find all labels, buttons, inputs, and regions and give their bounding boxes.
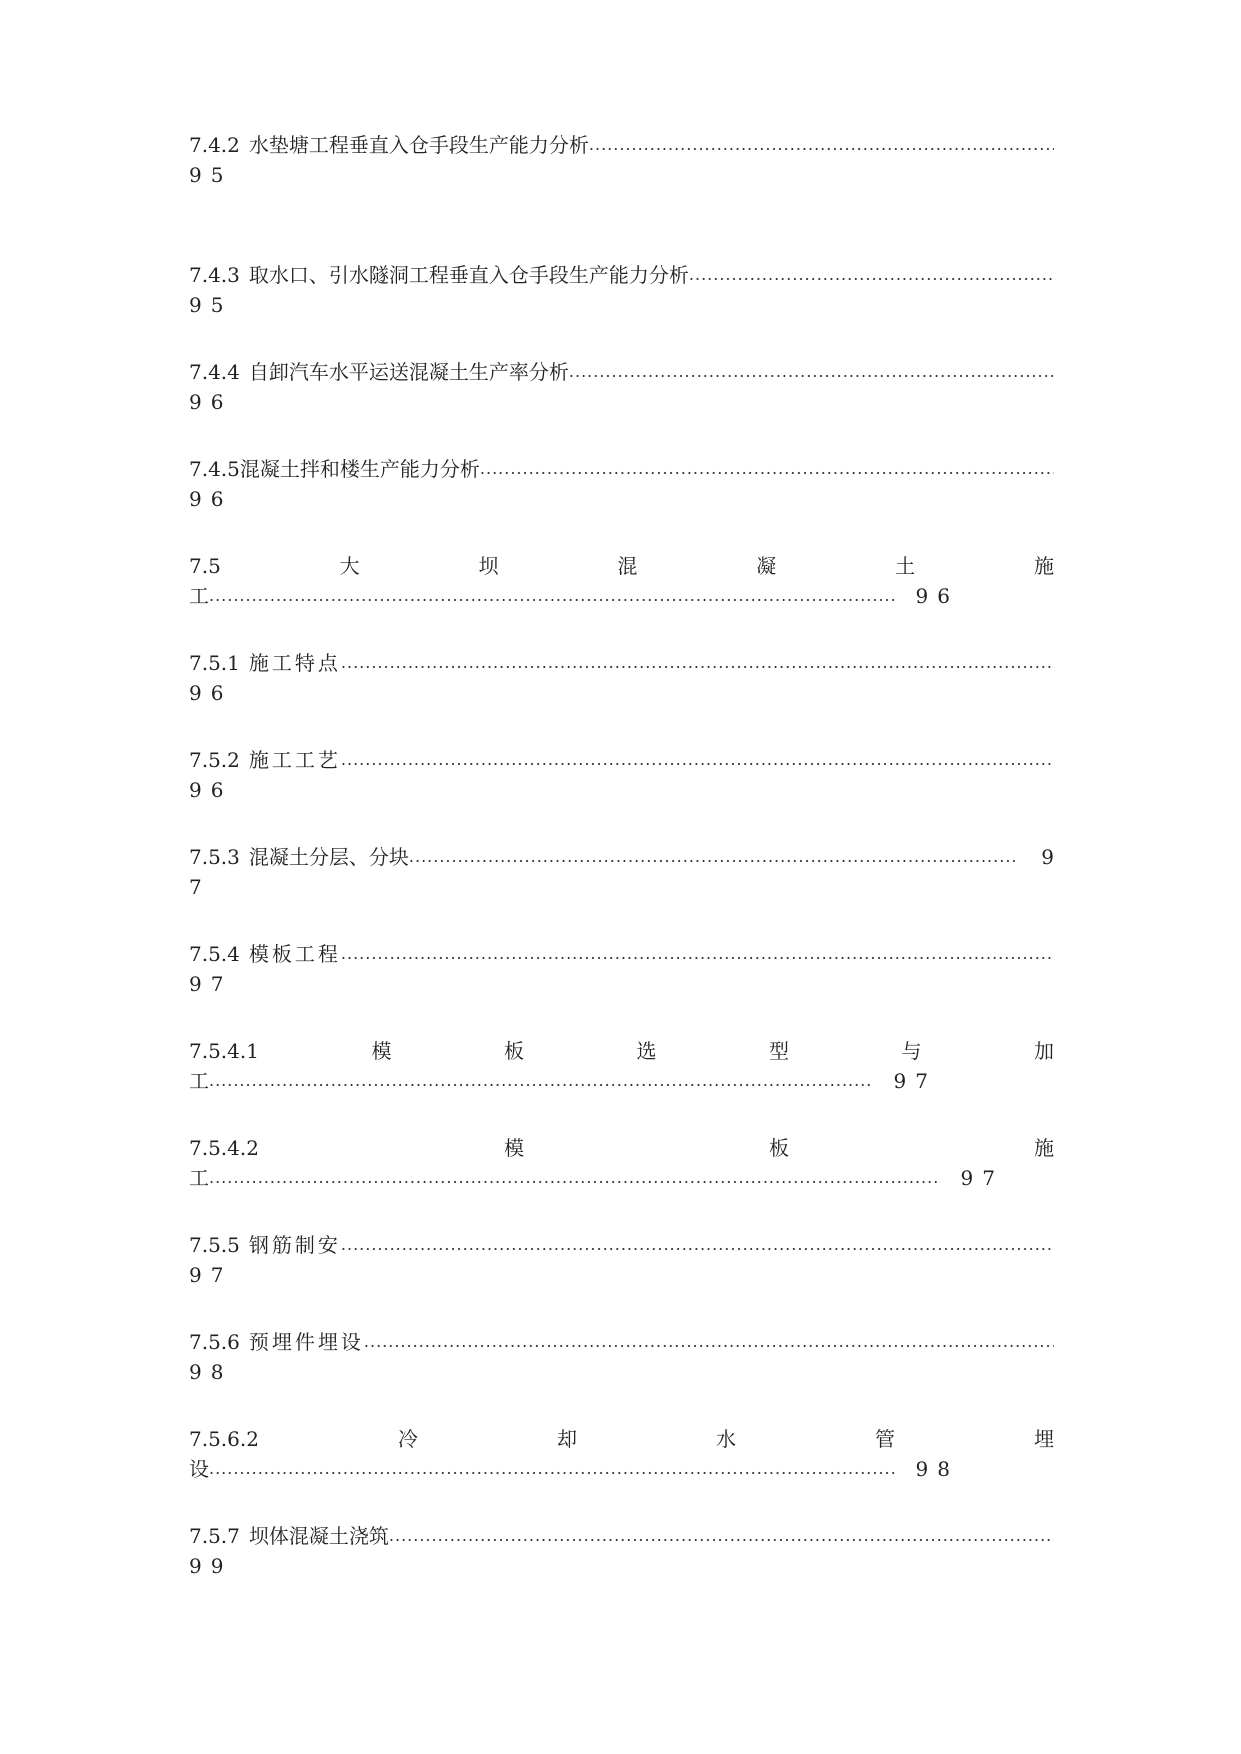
toc-entry[interactable] [189, 357, 1054, 417]
toc-entry-title-char: 凝 [756, 554, 777, 578]
dot-leader [341, 943, 1054, 969]
toc-entry-title-char: 板 [768, 1136, 789, 1160]
toc-entry-number: 7.5.4.1 [189, 1039, 259, 1063]
toc-entry[interactable] [189, 260, 1054, 320]
toc-entry-page: 7 [189, 875, 202, 899]
toc-entry-title-char: 施 [1033, 554, 1054, 578]
toc-entry[interactable] [189, 1521, 1054, 1581]
toc-entry-title: 钢筋制安 [248, 1233, 341, 1257]
toc-entry-title: 预埋件埋设 [248, 1330, 364, 1354]
toc-entry-number: 7.5.1 [189, 651, 240, 675]
toc-entry-title-char: 水 [715, 1427, 736, 1451]
toc-entry-number: 7.5.3 [189, 845, 240, 869]
toc-entry-page: 96 [915, 584, 959, 608]
toc-entry[interactable] [189, 551, 1054, 611]
toc-entry[interactable] [189, 1424, 1054, 1484]
toc-entry-page: 97 [189, 972, 233, 996]
dot-leader [480, 458, 1054, 484]
toc-entry-page: 96 [189, 778, 233, 802]
toc-entry-number: 7.5.6.2 [189, 1427, 259, 1451]
toc-entry-title: 取水口、引水隧洞工程垂直入仓手段生产能力分析 [248, 263, 689, 287]
toc-entry[interactable] [189, 1230, 1054, 1290]
toc-entry-page: 95 [189, 293, 233, 317]
toc-entry-number: 7.5.7 [189, 1524, 240, 1548]
toc-entry-title: 混凝土分层、分块 [248, 845, 409, 869]
toc-entry-number: 7.4.4 [189, 360, 240, 384]
toc-entry-title-char: 设 [189, 1457, 209, 1481]
toc-entry[interactable] [189, 130, 1054, 190]
toc-entry-number: 7.5.4.2 [189, 1136, 259, 1160]
toc-entry[interactable] [189, 648, 1054, 708]
toc-entry-title-char: 选 [636, 1039, 657, 1063]
toc-entry-title-char: 管 [874, 1427, 895, 1451]
toc-entry-title-char: 坝 [478, 554, 499, 578]
dot-leader [409, 846, 1019, 872]
toc-entry-page: 96 [189, 390, 233, 414]
dot-leader [364, 1331, 1054, 1357]
dot-leader [569, 361, 1054, 387]
dot-leader [689, 264, 1054, 290]
toc-entry-page: 97 [189, 1263, 233, 1287]
dot-leader [341, 652, 1054, 678]
toc-entry-page: 95 [189, 163, 233, 187]
toc-entry[interactable] [189, 842, 1054, 902]
dot-leader [389, 1525, 1054, 1551]
toc-entry[interactable] [189, 1133, 1054, 1193]
dot-leader [209, 1458, 896, 1484]
toc-entry-page: 96 [189, 487, 233, 511]
toc-entry-page: 9 [1041, 845, 1054, 869]
toc-entry-number: 7.4.5 [189, 457, 240, 481]
toc-entry-title-char: 工 [189, 1166, 209, 1190]
toc-entry-title-char: 工 [189, 584, 209, 608]
dot-leader [341, 749, 1054, 775]
toc-entry-title-char: 加 [1033, 1039, 1054, 1063]
toc-entry-page: 98 [189, 1360, 233, 1384]
dot-leader [589, 134, 1054, 160]
toc-entry-title: 自卸汽车水平运送混凝土生产率分析 [248, 360, 569, 384]
toc-entry-title: 水垫塘工程垂直入仓手段生产能力分析 [248, 133, 589, 157]
toc-entry[interactable] [189, 1036, 1054, 1096]
toc-entry-title: 施工特点 [248, 651, 341, 675]
toc-entry-number: 7.5.5 [189, 1233, 240, 1257]
toc-entry-title: 坝体混凝土浇筑 [248, 1524, 389, 1548]
dot-leader [209, 1167, 941, 1193]
toc-entry[interactable] [189, 939, 1054, 999]
toc-entry-number: 7.4.3 [189, 263, 240, 287]
toc-entry-number: 7.5.2 [189, 748, 240, 772]
toc-entry-title: 模板工程 [248, 942, 341, 966]
toc-entry-number: 7.4.2 [189, 133, 240, 157]
toc-entry[interactable] [189, 1327, 1054, 1387]
toc-entry-title-char: 施 [1033, 1136, 1054, 1160]
dot-leader [209, 1070, 874, 1096]
toc-entry-title: 混凝土拌和楼生产能力分析 [239, 457, 480, 481]
toc-entry-page: 99 [189, 1554, 233, 1578]
toc-entry-title-char: 冷 [397, 1427, 418, 1451]
toc-entry-title-char: 埋 [1033, 1427, 1054, 1451]
toc-entry-page: 97 [960, 1166, 1004, 1190]
dot-leader [341, 1234, 1054, 1260]
toc-entry-number: 7.5.4 [189, 942, 240, 966]
toc-entry-number: 7.5.6 [189, 1330, 240, 1354]
toc-entry-title-char: 却 [556, 1427, 577, 1451]
toc-entry-page: 96 [189, 681, 233, 705]
toc-entry-number: 7.5 [189, 554, 221, 578]
toc-entry-title-char: 模 [503, 1136, 524, 1160]
toc-entry-title-char: 混 [617, 554, 638, 578]
toc-entry-title-char: 板 [503, 1039, 524, 1063]
toc-entry-title-char: 大 [339, 554, 360, 578]
toc-entry-title-char: 工 [189, 1069, 209, 1093]
toc-entry-title-char: 模 [371, 1039, 392, 1063]
toc-entry-title-char: 与 [901, 1039, 922, 1063]
toc-entry-title: 施工工艺 [248, 748, 341, 772]
toc-entry-title-char: 土 [895, 554, 916, 578]
dot-leader [209, 585, 896, 611]
toc-entry[interactable] [189, 454, 1054, 514]
toc-entry-page: 98 [915, 1457, 959, 1481]
toc-entry-title-char: 型 [768, 1039, 789, 1063]
toc-entry-page: 97 [893, 1069, 937, 1093]
toc-entry[interactable] [189, 745, 1054, 805]
